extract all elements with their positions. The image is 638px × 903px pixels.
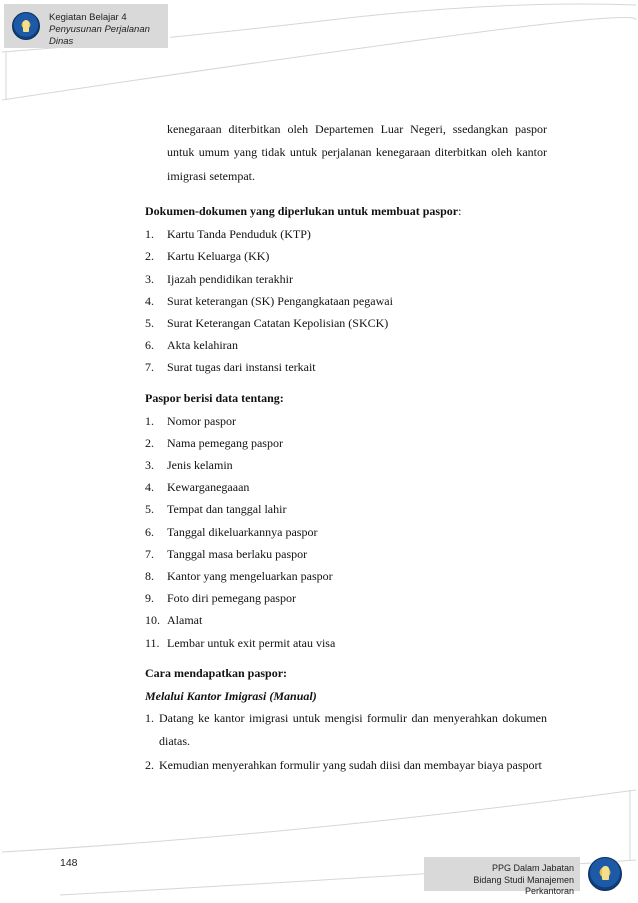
document-list-item (145, 290, 547, 312)
header-line-1: Kegiatan Belajar 4 (49, 12, 127, 23)
passport-data-list-item-text: Alamat (167, 613, 203, 628)
document-list-item-text: Surat keterangan (SK) Pengangkataan pegawai (167, 293, 393, 308)
header-box (4, 4, 170, 48)
passport-data-list-item-text: Foto diri pemegang paspor (167, 591, 296, 606)
passport-data-list-item (145, 432, 547, 454)
how-to-step-item-text: Datang ke kantor imigrasi untuk mengisi formulir dan menyerahkan dokumen diatas. (159, 710, 547, 749)
passport-data-list-item (145, 609, 547, 631)
document-list-item-number: 6. (145, 338, 154, 353)
how-to-steps-list (145, 707, 547, 778)
page-content (145, 118, 547, 777)
document-list-item (145, 245, 547, 267)
document-list-item (145, 268, 547, 290)
passport-data-list-item-number: 9. (145, 591, 154, 606)
passport-data-list-item-number: 11. (145, 635, 160, 650)
how-to-heading: Cara mendapatkan paspor: (145, 665, 288, 680)
document-list-item-number: 1. (145, 227, 154, 242)
how-to-step-item-number: 2. (145, 757, 154, 772)
passport-data-list-item-text: Jenis kelamin (167, 458, 233, 473)
passport-data-list-item-text: Tanggal masa berlaku paspor (167, 546, 308, 561)
passport-data-list-item-text: Kewarganegaaan (167, 480, 250, 495)
passport-data-list-item-text: Tempat dan tanggal lahir (167, 502, 287, 517)
passport-data-list-item (145, 410, 547, 432)
document-list-item-text: Ijazah pendidikan terakhir (167, 271, 293, 286)
passport-data-heading: Paspor berisi data tentang: (145, 390, 284, 405)
passport-data-list-item-number: 8. (145, 569, 154, 584)
passport-data-list-item (145, 521, 547, 543)
passport-data-list-item (145, 587, 547, 609)
document-list-item (145, 356, 547, 378)
tut-wuri-handayani-logo-icon (12, 12, 40, 40)
document-list-item (145, 223, 547, 245)
footer-text (424, 863, 574, 898)
passport-data-list-item-number: 1. (145, 413, 154, 428)
page-number: 148 (60, 857, 78, 869)
passport-data-list-item-number: 3. (145, 458, 154, 473)
how-to-subheading: Melalui Kantor Imigrasi (Manual) (145, 688, 317, 703)
documents-heading (145, 200, 547, 223)
passport-data-list-item-number: 10. (145, 613, 160, 628)
passport-data-list-item-number: 5. (145, 502, 154, 517)
how-to-step-item-text: Kemudian menyerahkan formulir yang sudah diisi dan membayar biaya pasport (159, 757, 542, 772)
header-line-2: Penyusunan Perjalanan Dinas (49, 24, 150, 47)
how-to-step-item (145, 707, 547, 754)
passport-data-list-item (145, 565, 547, 587)
passport-data-list-item-number: 7. (145, 546, 154, 561)
passport-data-list-item-text: Nomor paspor (167, 413, 236, 428)
document-list-item (145, 334, 547, 356)
document-list-item-text: Surat tugas dari instansi terkait (167, 360, 316, 375)
document-list-item-number: 5. (145, 316, 154, 331)
how-to-step-item (145, 754, 547, 778)
document-list-item-number: 7. (145, 360, 154, 375)
documents-list (145, 223, 547, 378)
passport-data-list-item-text: Tanggal dikeluarkannya paspor (167, 524, 318, 539)
passport-data-list (145, 410, 547, 654)
documents-heading-text: Dokumen-dokumen yang diperlukan untuk membuat paspor (145, 204, 459, 219)
how-to-step-item-number: 1. (145, 710, 154, 725)
passport-data-list-item (145, 498, 547, 520)
passport-data-list-item (145, 476, 547, 498)
document-list-item-text: Akta kelahiran (167, 338, 238, 353)
passport-data-list-item-text: Nama pemegang paspor (167, 435, 283, 450)
footer-logo-icon (588, 857, 622, 891)
document-list-item-text: Surat Keterangan Catatan Kepolisian (SKCK) (167, 316, 389, 331)
document-list-item-number: 2. (145, 249, 154, 264)
document-list-item-text: Kartu Tanda Penduduk (KTP) (167, 227, 311, 242)
footer-line-2: Bidang Studi Manajemen Perkantoran (473, 874, 574, 896)
passport-data-list-item-number: 4. (145, 480, 154, 495)
footer-box (424, 857, 580, 896)
document-list-item-text: Kartu Keluarga (KK) (167, 249, 270, 264)
document-list-item-number: 4. (145, 293, 154, 308)
passport-data-list-item (145, 632, 547, 654)
passport-data-list-item-text: Kantor yang mengeluarkan paspor (167, 569, 333, 584)
passport-data-list-item-number: 2. (145, 435, 154, 450)
document-list-item (145, 312, 547, 334)
passport-data-list-item (145, 543, 547, 565)
document-list-item-number: 3. (145, 271, 154, 286)
header-text (49, 12, 168, 48)
passport-data-list-item (145, 454, 547, 476)
intro-paragraph: kenegaraan diterbitkan oleh Departemen Luar Negeri, ssedangkan paspor untuk umum yang tidak untuk perjalanan kenegaraan diterbitkan oleh kantor imigrasi setempat. (167, 122, 547, 183)
passport-data-list-item-number: 6. (145, 524, 154, 539)
documents-heading-colon: : (458, 204, 462, 219)
passport-data-list-item-text: Lembar untuk exit permit atau visa (167, 635, 336, 650)
footer-line-1: PPG Dalam Jabatan (491, 863, 574, 873)
